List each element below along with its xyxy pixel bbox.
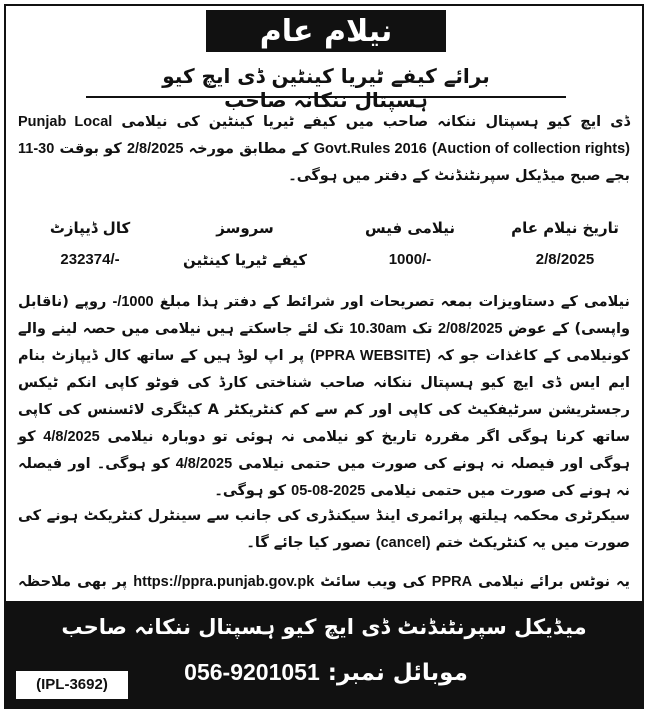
intro-paragraph (18, 109, 630, 190)
last-auction-date: 05-08-2025 (291, 483, 366, 499)
terms-time: 10.30am (349, 321, 407, 337)
column-value: 1000/- (388, 251, 432, 268)
phone-line (176, 659, 476, 686)
rules-text: Punjab Local Govt.Rules 2016 (18, 114, 427, 157)
footer-title: میڈیکل سپرنٹنڈنٹ ڈی ایچ کیو ہسپتال ننکانہ صاحب (61, 615, 587, 639)
terms-text-2: روپے (ناقابل واپسی) کے عوض (18, 294, 631, 337)
terms-text-4: تک لئے جاسکتے ہیں نیلامی میں حصہ لینے والے کونیلامی کے کاغذات جو کہ (18, 321, 630, 364)
secretary-text-2: تصور کیا جائے گا۔ (246, 535, 371, 551)
terms-text-8: کو ہوگی۔ (214, 483, 287, 499)
terms-date-from: 2/08/2025 (437, 321, 503, 337)
column-value: 2/8/2025 (535, 251, 595, 268)
column-header: نیلامی فیس (365, 219, 455, 237)
column-auction-date (500, 212, 630, 276)
column-header: سروسز (216, 219, 274, 237)
terms-text-6: کو ہوگی اور فیصلہ نہ ہونے کی صورت میں حتمی نیلامی (18, 429, 630, 472)
terms-text-1: نیلامی کے دستاویزات بمعہ تصریحات اور شرائط کے دفتر ہذا مبلغ (159, 294, 630, 310)
notice-text-3: پر بھی ملاحظہ (18, 574, 128, 590)
terms-fee: -/1000 (112, 294, 154, 310)
terms-paragraph (18, 289, 630, 505)
terms-text-7: کو ہوگی۔ اور فیصلہ نہ ہونے کی صورت میں حتمی نیلامی (18, 456, 630, 499)
subtitle: برائے کیفے ٹیریا کینٹین ڈی ایچ کیو ہسپتال ننکانہ صاحب (162, 64, 490, 112)
ppra-url-link[interactable]: https://ppra.punjab.gov.pk (133, 574, 315, 590)
notice-text-2: کی ویب سائٹ (320, 574, 426, 590)
intro-text-2: کے مطابق مورخہ (188, 141, 309, 157)
ipl-code: (IPL-3692) (16, 671, 128, 699)
column-header: کال ڈیپازٹ (49, 219, 131, 237)
terms-text-5: پر اپ لوڈ ہیں کے ساتھ کال ڈیپازٹ بنام ایم ایس ڈی ایچ کیو ہسپتال ننکانہ صاحب شناختی کارڈ کی فوٹو کاپی انکم ٹیکس رجسٹریشن سرٹیفکیٹ کی کاپی اور کم سے کم کنٹریکٹر A کیٹگری لائسنس کی کاپی ساتھ کرنا ہوگی اگر مقررہ تاریخ کو نیلامی نہ ہوئی تو دوبارہ نیلامی (18, 348, 630, 445)
final-auction-date: 4/8/2025 (175, 456, 233, 472)
secretary-text: سیکرٹری محکمہ ہیلتھ پرائمری اینڈ سیکنڈری کی جانب سے سینٹرل کنٹریکٹ ہونے کی صورت میں یہ کنٹریکٹ ختم (18, 508, 630, 551)
column-header: تاریخ نیلام عام (511, 219, 619, 237)
column-value: 232374/- (60, 251, 120, 268)
auction-time: 11-30 (18, 141, 55, 157)
cancel-text: (cancel) (375, 535, 431, 551)
column-call-deposit (20, 212, 160, 276)
notice-text-1: یہ نوٹس برائے نیلامی (478, 574, 630, 590)
footer (6, 601, 642, 707)
auction-date: 2/8/2025 (126, 141, 184, 157)
ppra-website-text: (PPRA WEBSITE) (310, 348, 431, 364)
phone-number: 056-9201051 (184, 659, 320, 685)
phone-label: موبائل نمبر: (327, 660, 468, 686)
terms-text-3: تک (412, 321, 433, 337)
banner-title: نیلام عام (206, 10, 446, 52)
reauction-date: 4/8/2025 (43, 429, 100, 445)
advertisement-page (4, 4, 644, 709)
auction-rights-text: (Auction of collection rights) (432, 141, 630, 157)
column-value: کیفے ٹیریا کینٹین (183, 251, 307, 269)
column-auction-fee (360, 212, 460, 276)
intro-text-1: ڈی ایچ کیو ہسپتال ننکانہ صاحب میں کیفے ٹیریا کینٹین کی نیلامی (121, 114, 630, 130)
ppra-text: PPRA (431, 574, 473, 590)
column-services (160, 212, 330, 276)
subtitle-underline (86, 96, 566, 98)
schedule-table (18, 212, 630, 282)
intro-text-4: بجے صبح میڈیکل سپرنٹنڈنٹ کے دفتر میں ہوگی۔ (288, 168, 630, 184)
intro-text-3: کو بوقت (59, 141, 122, 157)
secretary-paragraph (18, 503, 630, 557)
